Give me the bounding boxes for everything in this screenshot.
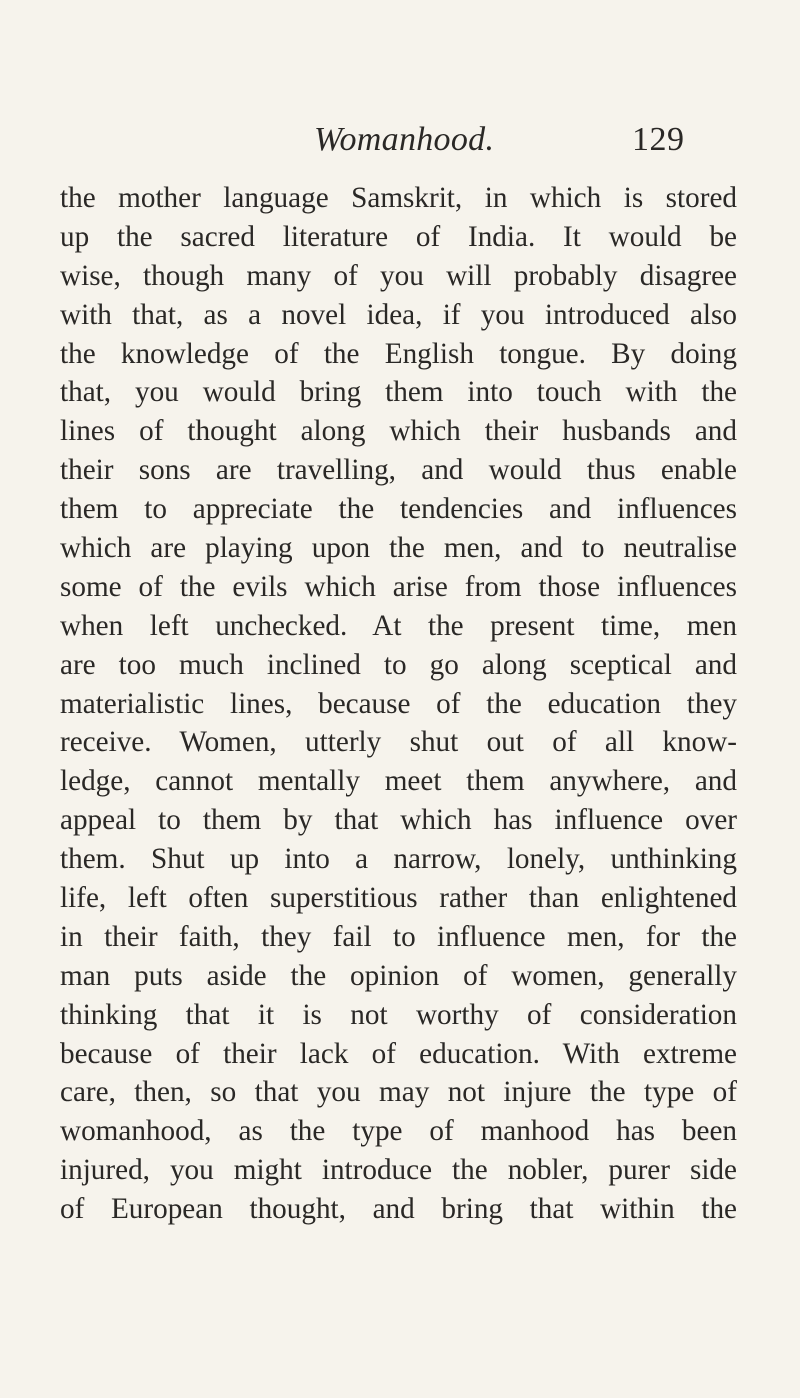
text-line: appeal to them by that which has influence over — [60, 804, 737, 837]
text-line: up the sacred literature of India. It would be — [60, 220, 737, 253]
text-line: them. Shut up into a narrow, lonely, unthinking — [60, 843, 737, 876]
body-text — [60, 179, 737, 1229]
text-line: life, left often superstitious rather than enlightened — [60, 882, 737, 915]
text-line: wise, though many of you will probably disagree — [60, 259, 737, 292]
text-line: injured, you might introduce the nobler, purer side — [60, 1154, 737, 1187]
text-line: them to appreciate the tendencies and influences — [60, 493, 737, 526]
text-line: which are playing upon the men, and to neutralise — [60, 532, 737, 565]
text-line: that, you would bring them into touch with the — [60, 376, 737, 409]
text-line: ledge, cannot mentally meet them anywhere, and — [60, 765, 737, 798]
text-line: receive. Women, utterly shut out of all know- — [60, 726, 737, 759]
running-head — [0, 120, 800, 180]
text-line: lines of thought along which their husbands and — [60, 415, 737, 448]
text-line: man puts aside the opinion of women, generally — [60, 959, 737, 992]
text-line: of European thought, and bring that within the — [60, 1193, 737, 1226]
text-line: in their faith, they fail to influence men, for the — [60, 920, 737, 953]
text-line: thinking that it is not worthy of consideration — [60, 998, 737, 1031]
text-line: womanhood, as the type of manhood has been — [60, 1115, 737, 1148]
page-number: 129 — [632, 121, 685, 158]
text-line: materialistic lines, because of the education they — [60, 687, 737, 720]
text-line: care, then, so that you may not injure the type of — [60, 1076, 737, 1109]
running-head-title: Womanhood. — [314, 121, 495, 158]
text-line: because of their lack of education. With extreme — [60, 1037, 737, 1070]
text-line: the mother language Samskrit, in which is stored — [60, 182, 737, 214]
text-line: some of the evils which arise from those influences — [60, 570, 737, 603]
text-line: their sons are travelling, and would thus enable — [60, 454, 737, 487]
text-line: when left unchecked. At the present time, men — [60, 609, 737, 642]
text-line: the knowledge of the English tongue. By doing — [60, 337, 737, 370]
text-line: are too much inclined to go along sceptical and — [60, 648, 737, 681]
text-line: with that, as a novel idea, if you introduced also — [60, 298, 737, 331]
